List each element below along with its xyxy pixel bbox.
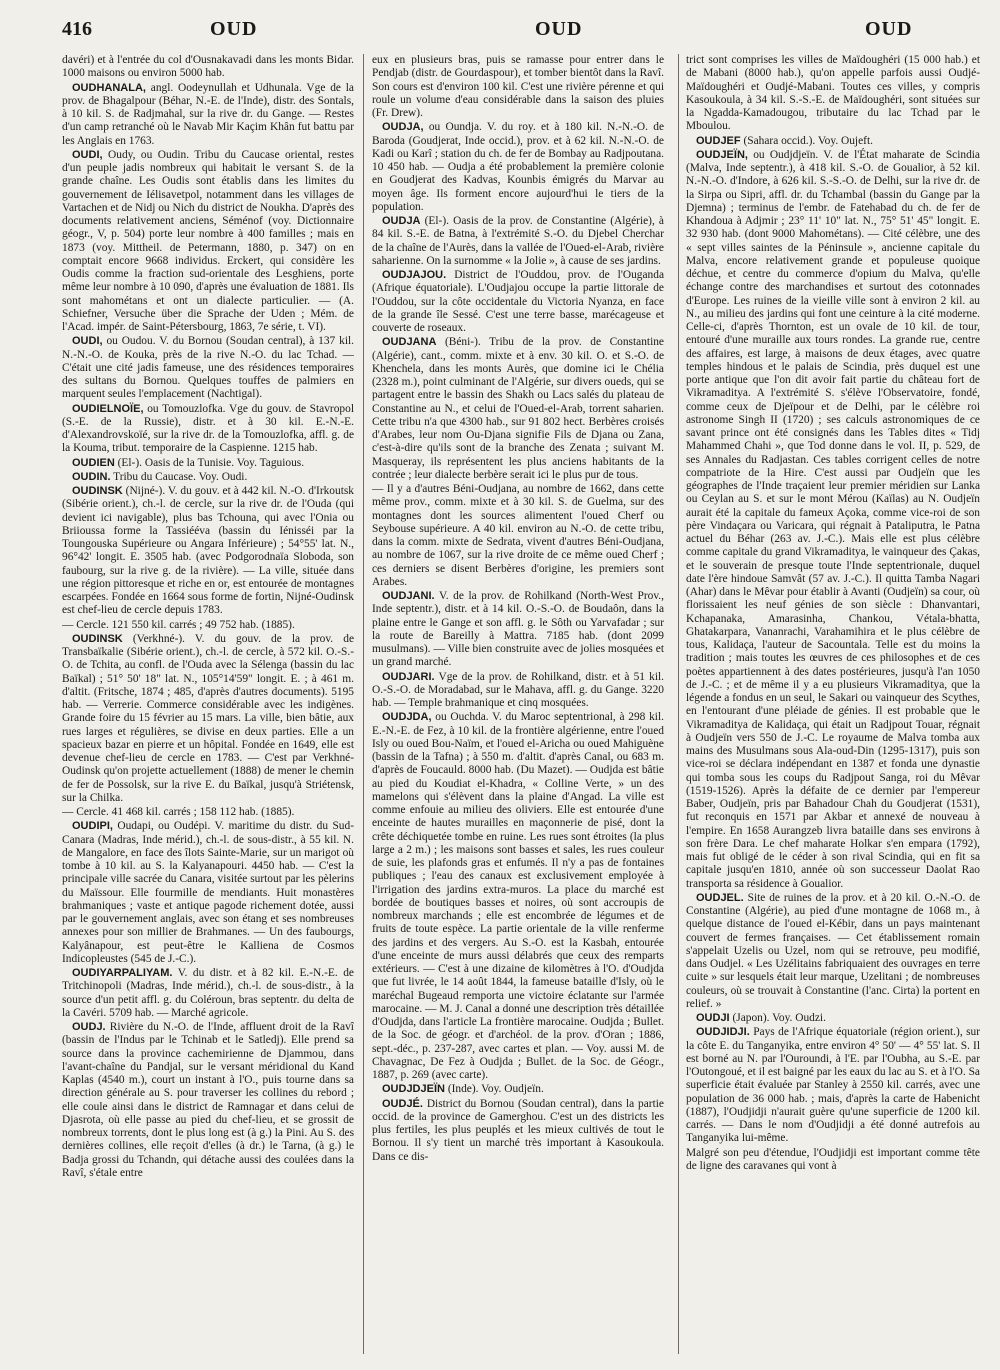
- entry-headword: OUDINSK: [72, 485, 123, 497]
- entry-headword: OUDINSK: [72, 632, 123, 645]
- entry-text: ou Oudou. V. du Bornou (Soudan central), à 137 kil. N.-N.-O. de Kouka, près de la rive N.-O. du lac Tchad. — C'était une cité jadis fameuse, une des résidences temporaires des sultans du Bornou. Quelques touffes de palmiers en marquent seules l'emplacement (Nachtigal).: [62, 335, 354, 401]
- dictionary-entry: [686, 149, 980, 891]
- column-middle: [372, 54, 664, 1354]
- dictionary-entry: [372, 1098, 664, 1164]
- entry-headword: OUDIEN: [72, 456, 115, 469]
- entry-headword: OUDIELNOÏE,: [72, 402, 144, 415]
- dictionary-entry: [62, 633, 354, 805]
- running-head-right: OUD: [865, 18, 913, 40]
- dictionary-entry: [372, 711, 664, 1082]
- entry-headword: OUDJA: [382, 215, 421, 227]
- dictionary-entry: [372, 590, 664, 670]
- entry-text: eux en plusieurs bras, puis se ramasse pour entrer dans le Pendjab (distr. de Gourdaspour), et tomber bientôt dans la Ravî. Son cours est d'environ 100 kil. C'est une rivière pérenne et qui roule un volume d'eau considérable dans la saison des pluies (Fr. Drew).: [372, 54, 664, 119]
- entry-headword: OUDIN.: [72, 470, 111, 483]
- dictionary-entry: [686, 892, 980, 1011]
- entry-headword: OUDJI: [696, 1012, 730, 1024]
- entry-text: — Cercle. 41 468 kil. carrés ; 158 112 hab. (1885).: [62, 806, 295, 818]
- entry-continuation: [372, 54, 664, 120]
- entry-text: (Japon). Voy. Oudzi.: [732, 1012, 826, 1024]
- dictionary-entry: [686, 1012, 980, 1025]
- entry-text: ou Tomouzlofka. Vge du gouv. de Stavropol (S.-E. de la Russie), distr. et à 30 kil. E.-N.-E. d'Alexandrovskoïé, sur la rive dr. de la Tomouzlofka, affl. g. de la Kouma, tribut. temporaire de la Caspienne. 1215 hab.: [62, 402, 354, 455]
- dictionary-entry: [372, 1083, 664, 1096]
- entry-text: trict sont comprises les villes de Maïdoughéri (15 000 hab.) et de Mabani (8000 hab.), qu'on appelle parfois aussi Oudjé-Maïdoughéri et Oudjé-Mabani. Toutes ces villes, y compris Kasoukoula, à 34 kil. S.-S.-E. de Maïdoughéri, sont situées sur la Ngadda-Kamadougou, tributaire du lac Tchad par le Mboulou.: [686, 54, 980, 133]
- entry-headword: OUDJAJOU.: [382, 269, 447, 281]
- dictionary-entry: [62, 485, 354, 618]
- entry-headword: OUDI,: [72, 148, 103, 161]
- dictionary-entry: [62, 1021, 354, 1180]
- entry-headword: OUDJEF: [696, 134, 741, 147]
- entry-continuation: [686, 1147, 980, 1174]
- entry-text: — Il y a d'autres Béni-Oudjana, au nombre de 1662, dans cette même prov., comm. mixte et à 30 kil. S. de Guelma, sur des montagnes dont les sources alimentent l'oued Cherf ou Seybouse supérieure. A 40 kil. environ au N.-O. de cette tribu, dans la comm. mixte de Sedrata, vivent d'autres Béni-Oudjana, au nombre de 1067, sur la rive droite de ce même oued Cherf ; ces derniers se disent Berbères d'origine, les premiers sont Arabes.: [372, 483, 664, 588]
- entry-text: V. du distr. et à 82 kil. E.-N.-E. de Tritchinopoli (Madras, Inde mérid.), ch.-l. de sous-distr., à la source d'un petit affl. g. du Coléroun, bras septentr. du delta de la Cavéri. 5709 hab. — Marché agricole.: [62, 967, 354, 1019]
- page-number: 416: [62, 18, 92, 40]
- entry-continuation: [62, 54, 354, 81]
- entry-text: Vge de la prov. de Rohilkand, distr. et à 51 kil. O.-S.-O. de Moradabad, sur le Mahava, affl. g. du Gange. 3220 hab. — Temple brahmanique et cinq mosquées.: [372, 670, 664, 709]
- entry-text: Site de ruines de la prov. et à 20 kil. O.-N.-O. de Constantine (Algérie), au pied d'une montagne de 1068 m., à quelque distance de l'oued el-Kébir, dans un pays maintenant couvert de fermes françaises. — Cet établissement romain s'appelait Uzelis ou Uzel, nom qui se retrouve, peu modifié, dans Oudjel. « Les Uzélitains fabriquaient des ouvrages en terre cuite » sur lesquels était leur marque, Uzelitani ; de nombreuses couleurs, où se trouvait à Constantine (l'anc. Cirta) la portent en relief. »: [686, 891, 980, 1010]
- entry-continuation: [372, 483, 664, 589]
- entry-text: V. de la prov. de Rohilkand (North-West Prov., Inde septentr.), distr. et à 14 kil. O.-S.-O. de Boudaôn, dans la plaine entre le Gange et son affl. g. le Sôth ou Yarvafadar ; sur la route de Bareilly à Mattra. 7185 hab. (dont 2099 musulmans). — Ville bien construite avec de jolies mosquées et un grand marché.: [372, 590, 664, 669]
- entry-text: Oudapi, ou Oudépi. V. maritime du distr. du Sud-Canara (Madras, Inde mérid.), ch.-l. de sous-distr., à 55 kil. N. de Mangalore, en face des îlots Sainte-Marie, sur un marigot où tombe à 10 kil. au S. la Kalyanapouri. 4450 hab. — C'est la principale ville sacrée du Canara, visitée surtout par les pèlerins du Maïssour. Elle fourmille de mendiants. Huit monastères brahmaniques ; vaste et antique pagode richement dotée, aussi par le gouvernement anglais, avec son étang et ses nombreuses annexes pour son millier de Brahmanes. — Un des faubourgs, Kalyânapour, est peut-être le Kalliena de Cosmos Indicopleustes (545 de J.-C.).: [62, 820, 354, 965]
- entry-headword: OUDJANI.: [382, 590, 435, 602]
- dictionary-entry: [62, 403, 354, 456]
- dictionary-entry: [62, 967, 354, 1020]
- entry-headword: OUDJDA,: [382, 711, 432, 724]
- dictionary-entry: [62, 82, 354, 148]
- dictionary-entry: [372, 336, 664, 482]
- entry-text: — Cercle. 121 550 kil. carrés ; 49 752 hab. (1885).: [62, 618, 295, 631]
- entry-headword: OUDJA,: [382, 121, 424, 134]
- entry-headword: OUDJARI.: [382, 670, 435, 683]
- entry-text: davéri) et à l'entrée du col d'Ousnakavadi dans les monts Bidar. 1000 maisons ou environ 5000 hab.: [62, 54, 354, 80]
- dictionary-entry: [686, 135, 980, 148]
- entry-text: ou Oudjdjeïn. V. de l'État maharate de Scindia (Malva, Inde septentr.), à 418 kil. S.-O. de Goualior, à 52 kil. N.-N.-O. d'Indore, à 626 kil. S.-S.-O. de Delhi, sur la rive dr. de la Sirpa ou Sipri, affl. dr. du Tchambal (bassin du Gange par la Djemna) ; terminus de l'embr. de Fatehabad du ch. de fer de Khandoua à Adjmir ; 23° 11' 10" lat. N., 75° 51' 45" longit. E. 32 930 hab. (dont 9000 Mahométans). — Cité célèbre, une des « sept villes saintes de la Péninsule », ancienne capitale du Malva, encore relativement grande et populeuse quoique déchue, et centre du commerce d'opium du Malva, qu'elle échange contre des marchandises et surtout des cotonnades d'Europe. Les ruines de la vieille ville sont à environ 2 kil. au N., au milieu des jardins qui font une ceinture à la cité moderne. Celle-ci, d'après Thornton, est un ovale de 10 kil. de tour, entouré d'une muraille aux tours rondes. La grande rue, centre des affaires, est large, à maisons de deux étages, avec quatre temples hindous et le palais de Scindia, près duquel est une porte antique que l'on dit avoir fait partie du château fort de Vikramaditya. A l'extrémité S. s'élève l'Observatoire, fondé, comme ceux de Djeïpour et de Delhi, par le célèbre roi astronome Singh II (1720) ; ses calculs astronomiques de ce savant prince ont été consignés dans les Tables dites « Tidj Mahammed Chahi », que Tod donne dans le vol. II, p. 529, de ses Annales du Radjastan. Ces tables corrigent celles de notre compatriote de la Hire. C'est aussi par Oudjeïn que les géographes de l'Inde traçaient leur premier méridien sur Lanka ou Ceylan au S. et sur le mont Mérou (Kaïlas) au N. Oudjeïn aurait été la capitale du fameux Açoka, comme vice-roi de son père Vindaçara ou Varicara, qui régnait à Pataliputra, le Patna actuel du Béhar (263 av. J.-C.). Mais elle est plus célèbre comme capitale du grand Vikramaditya, le vainqueur des Çakas, et le souverain de presque toute l'Inde septentrionale, duquel date l'ère hindoue Samvât (57 av. J.-C.). Il quitta Tamba Nagari (Ahar) dans le Mêvar pour établir à Avanti (Oudjeïn) sa cour, où florissaient les neuf génies de son siècle : Dhanvantari, Kchapanaka, Amarasinha, Chankou, Vétala-bhatta, Ghatakarpara, Vananrachi, Varahamihira et le plus célèbre de tous, Kalidaça, l'auteur de Sacountala. Telle est du moins la tradition ; mais toutes les œuvres de ces philosophes et de ces poètes appartiennent à des dates postérieures, jusqu'à l'an 1050 de J.-C. ; et de même il y a eu plusieurs Vikramaditya, que la légende a fondus en un seul, le Sakari ou vainqueur des Scythes, en l'entourant d'une pléiade de génies. Il est probable que le Vikramaditya de Kalidaça, qui était un Radjpout Touar, régnait à Oudjeïn vers 550 de J.-C. Le royaume de Malva tomba aux mains des Musulmans sous Ala-oud-Din (1295-1317), puis son vice-roi se déclara indépendant en 1387 et fonda une dynastie qui tomba sous les coups du Radjpout Sanga, roi du Mêvar (1519-1526). Après la défaite de ce dernier par l'empereur Baber, Oudjeïn, pris par Bahadour Chah du Goudjerat (1531), fut reconquis en 1571 par Akbar et annexé de nouveau à l'empire. En 1658 Aurangzeb livra bataille dans ses environs à son frère Dara. Le chef maharate Holkar s'en empara (1792), mais fut obligé de le céder à son rival Scindia, qui en fit sa capitale jusqu'en 1810, année où son successeur Daolat Rao transporta sa résidence à Goualior.: [686, 148, 980, 890]
- entry-continuation: [62, 806, 354, 819]
- entry-text: (Verkhné-). V. du gouv. de la prov. de Transbaïkalie (Sibérie orient.), ch.-l. de cercle, à 572 kil. O.-S.-O. de Tchita, au confl. de l'Ouda avec la Sélenga (bassin du lac Baïkal) ; 51° 50' 18" lat. N., 105°14'59" longit. E. ; à 461 m. d'altit. (Fritsche, 1874 ; 485, d'après d'autres documents). 5195 hab. — Verrerie. Commerce considérable avec les indigènes. Grande foire du 15 février au 15 mars. La ville, bien bâtie, aux rues larges et régulières, se divise en deux parties. Elle a un spacieux bazar en pierre et un hôpital. Fondée en 1649, elle est devenue chef-lieu de cercle en 1783. — C'est par Verkhné-Oudinsk qu'on projette actuellement (1888) de mener le chemin de fer de Possolsk, sur la rive E. du Baïkal, jusqu'à Striétensk, sur la Chilka.: [62, 632, 354, 804]
- entry-text: (El-). Oasis de la prov. de Constantine (Algérie), à 84 kil. S.-E. de Batna, à l'extrémité S.-O. du Djebel Cherchar de la chaîne de l'Aurès, dans la vallée de l'Oued-el-Arab, rivière saharienne. On la surnomme « la Jolie », à cause de ses jardins.: [372, 215, 664, 267]
- dictionary-entry: [62, 457, 354, 470]
- entry-headword: OUDJIDJI.: [696, 1026, 750, 1039]
- entry-headword: OUDJ.: [72, 1021, 106, 1033]
- entry-headword: OUDJÉ.: [382, 1097, 423, 1110]
- entry-text: (Béni-). Tribu de la prov. de Constantine (Algérie), cant., comm. mixte et à env. 30 kil. O. et S.-O. de Khenchela, dans les monts Aurès, que domine ici le Chélia (2328 m.), point culminant de l'Algérie, sur divers oueds, qui se partagent entre le bassin des Shakh ou Lacs salés du plateau de Constantine au N., et celui de l'Oued-el-Arab, torrent saharien. Cette tribu n'a que 4300 hab., sur 91 802 hect. Berbères croisés d'Arabes, leur nom Ou-Djana signifie Fils de Djana ou Zana, c'est-à-dire qu'ils sont de la branche des Zenata ; suivant M. Masqueray, ils représentent les plus anciens habitants de la contrée ; leur dialecte berbère serait ici le plus pur de tous.: [372, 336, 664, 481]
- entry-headword: OUDJEL.: [696, 891, 744, 904]
- entry-headword: OUDHANALA,: [72, 81, 146, 94]
- dictionary-entry: [372, 215, 664, 268]
- entry-text: angl. Oodeynullah et Udhunala. Vge de la prov. de Bhagalpour (Béhar, N.-E. de l'Inde), distr. des Sontals, à 10 kil. S. de Radjmahal, sur la rive dr. du Gange. — Restes d'un camp retranché où le Navab Mir Kaçim Khân fut battu par les Anglais en 1763.: [62, 81, 354, 147]
- entry-headword: OUDJEÏN,: [696, 148, 748, 161]
- entry-text: Tribu du Caucase. Voy. Oudi.: [113, 470, 248, 483]
- entry-text: Pays de l'Afrique équatoriale (région orient.), sur la côte E. du Tanganyika, entre environ 4° 50' — 4° 55' lat. S. Il est borné au N. par l'Ouroundi, à l'E. par l'Oubha, au S.-E. par l'Outongoué, et il est baigné par les eaux du lac au S. et à l'O. Sa superficie était évaluée par Stanley à 2550 kil. carrés, avec une population de 36 000 hab. ; mais, d'après la carte de Habenicht (1887), l'Oudjidji n'aurait guère qu'une superficie de 1200 kil. carrés. — Dans le nom d'Oudjidji a été donné autrefois au Tanganyika lui-même.: [686, 1026, 980, 1145]
- dictionary-entry: [372, 269, 664, 335]
- dictionary-entry: [686, 1026, 980, 1145]
- entry-headword: OUDJDJEÏN: [382, 1083, 445, 1096]
- entry-headword: OUDIPI,: [72, 820, 113, 833]
- entry-headword: OUDIYARPALIYAM.: [72, 967, 173, 979]
- dictionary-entry: [372, 121, 664, 214]
- column-left: [62, 54, 354, 1354]
- entry-text: Oudy, ou Oudin. Tribu du Caucase oriental, restes d'un peuple jadis nombreux qui habitait le versant S. de la grande chaîne. Les Oudis sont établis dans les limites du gouvernement de Iélisavetpol, notamment dans les villages de Vartachen et de Nidj ou Nich du district de Noukha. D'après des documents relativement anciens, Séménof (voy. Dictionnaire géogr., V, p. 504) porte leur nombre à 400 familles ; mais en 1873 (voy. Mittheil. de Petermann, 1880, p. 347) on en comptait encore 9668 individus. Erckert, qui considère les Oudis comme la fraction sud-orientale des Lesghiens, porte même leur nombre à 10 090, d'après une évaluation de 1881. Ils sont mahométans et ont un dialecte particulier. — (A. Schiefner, Versuche über die Sprache der Uden ; Mém. de l'Acad. impér. de Saint-Pétersbourg, 1863, 7e série, t. VI).: [62, 148, 354, 333]
- entry-headword: OUDJANA: [382, 336, 437, 349]
- entry-headword: OUDI,: [72, 335, 103, 348]
- page-header: [0, 18, 1000, 50]
- entry-text: ou Oundja. V. du roy. et à 180 kil. N.-N.-O. de Baroda (Goudjerat, Inde occid.), prov. et à 62 kil. N.-N.-O. de Kadi ou Karî ; station du ch. de fer de Bombay au Radjpoutana. 10 450 hab. — Oudja a été probablement la première colonie en Goudjerat des Kadvas, Kounbis émigrés du Marvar au moyen âge. Ils forment encore aujourd'hui le tiers de la population.: [372, 121, 664, 213]
- entry-text: District de l'Ouddou, prov. de l'Ouganda (Afrique équatoriale). L'Oudjajou occupe la partie littorale de l'Ouddou, sur la côte occidentale du Victoria Nyanza, en face de la grande île Sessé. C'est une terre basse, marécageuse et couverte de roseaux.: [372, 269, 664, 334]
- entry-continuation: [62, 619, 354, 632]
- entry-text: (Nijné-). V. du gouv. et à 442 kil. N.-O. d'Irkoutsk (Sibérie orient.), ch.-l. de cercle, sur la rive dr. de l'Ouda (qui devient ici navigable), plus bas Tchouna, qui avec l'Onia ou Briioussa forme la Tassiééva (bassin du Iénisséi par la Toungouska Supérieure ou Angara Inférieure) ; 54°55' lat. N., 96°42' longit. E. 3505 hab. (avec Podgorodnaïa Sloboda, son faubourg, sur la rive g. de la rivière). — La ville, située dans une région pittoresque et riche en or, est entourée de montagnes escarpées. Fondée en 1664 sous forme de fortin, Nijné-Oudinsk est chef-lieu de cercle depuis 1783.: [62, 485, 354, 617]
- dictionary-entry: [62, 820, 354, 966]
- entry-text: (Sahara occid.). Voy. Oujeft.: [743, 134, 873, 147]
- running-head-center: OUD: [535, 18, 583, 40]
- entry-text: Rivière du N.-O. de l'Inde, affluent droit de la Ravî (bassin de l'Indus par le Tchinab et le Satledj). Elle prend sa source dans la province cachemirienne de Djammou, dans l'avant-chaîne du Pandjal, sur le versant méridional du Kand Kaplas (4540 m.), court un instant à l'O., puis tourne dans sa direction générale au S. pour traverser les collines du rebord ; elle coule ainsi dans le district de Ramnagar et dans celui de Djasrota, où elle passe au pied du chef-lieu, et se grossit de nombreux torrents, dont le plus long est (à g.) la Pini. Au S. des dernières collines, elle reçoit d'elles (à dr.) le Tarna, (à g.) le Badja grossi du Tchandn, qui détache aussi des coulées dans la Ravî, s'étale entre: [62, 1021, 354, 1179]
- entry-text: Malgré son peu d'étendue, l'Oudjidji est important comme tête de ligne des caravanes qui vont à: [686, 1146, 980, 1172]
- running-head-left: OUD: [210, 18, 258, 40]
- column-right: [686, 54, 980, 1354]
- dictionary-entry: [62, 471, 354, 484]
- dictionary-entry: [372, 671, 664, 711]
- entry-text: (Inde). Voy. Oudjeïn.: [447, 1083, 544, 1096]
- text-columns: [62, 54, 982, 1354]
- dictionary-entry: [62, 335, 354, 401]
- entry-text: ou Ouchda. V. du Maroc septentrional, à 298 kil. E.-N.-E. de Fez, à 10 kil. de la frontière algérienne, entre l'oued Isly ou oued Bou-Naïm, et l'oued el-Aricha ou oued Mahiguène (bassin de la Tafna) ; à 550 m. d'altit. d'après Canal, ou 683 m. d'après de Foucauld. 8000 hab. (Du Mazet). — Oudjda est bâtie au pied du Koudiat el-Khadra, « Colline Verte, » un des mamelons qui s'élèvent dans la plaine d'Angad. La ville est comme enfouie au milieu des oliviers. Elle est entourée d'une enceinte de hautes murailles en maçonnerie de pisé, dont la crête déchiquetée tombe en ruine. Les rues sont étroites (la plus large a 2 m.) ; les maisons sont basses et sales, les rues couleur de suie, les plafonds gras et enfumés. Il n'y a pas de fontaines publiques ; l'eau des canaux est exclusivement employée à l'irrigation des jardins extra-muros. La place du marché est bordée de boutiques basses et noires, où sont accroupis de nombreux marchands ; elle est encombrée de légumes et de fruits de toute espèce. La partie orientale de la ville renferme des jardins et des vergers. Au S.-O. est la Kasbah, entourée d'une enceinte de murs aussi délabrés que ceux des remparts extérieurs. — C'est à une dizaine de kilomètres à l'O. d'Oudjda que fut livrée, le 14 août 1844, la fameuse bataille d'Isly, où le maréchal Bugeaud remporta une victoire éclatante sur l'armée marocaine. — M. J. Canal a donné une description très détaillée d'Oudjda, dans l'article La frontière marocaine. Oudjda ; Bullet. de la Soc. de géogr. et d'archéol. de la prov. d'Oran ; 1886, sept.-déc., p. 237-287, avec cartes et plan. — Voy. aussi M. de Chavagnac, De Fez à Oudjda ; Bullet. de la Soc. de Géogr., 1887, p. 269 (avec carte).: [372, 711, 664, 1081]
- entry-text: District du Bornou (Soudan central), dans la partie occid. de la province de Gamerghou. C'est un des districts les plus fertiles, les plus peuplés et les mieux cultivés de tout le Bornou. Il s'y tient un marché très important à Kasoukoula. Dans ce dis-: [372, 1097, 664, 1163]
- entry-continuation: [686, 54, 980, 134]
- entry-text: (El-). Oasis de la Tunisie. Voy. Taguious.: [117, 456, 305, 469]
- dictionary-entry: [62, 149, 354, 335]
